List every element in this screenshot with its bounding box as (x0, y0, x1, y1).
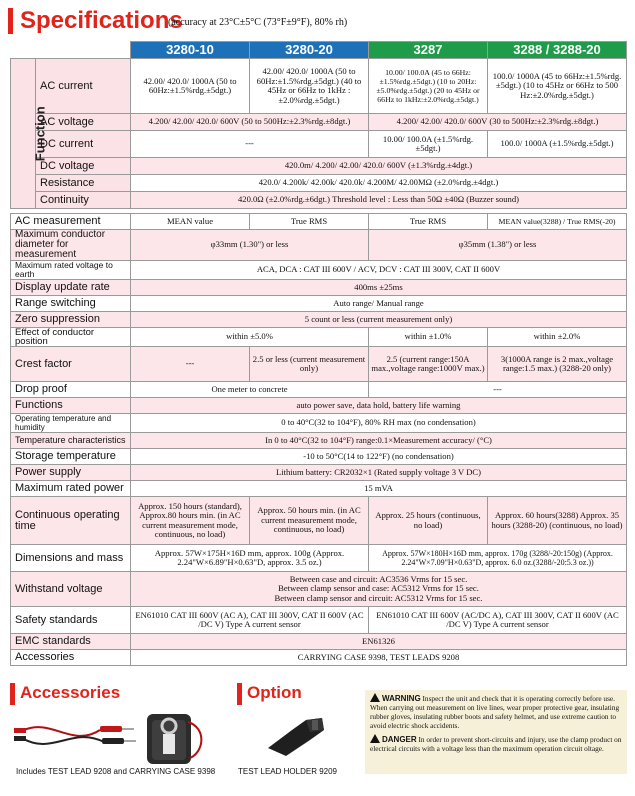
resistance-all: 420.0/ 4.200k/ 42.00k/ 420.0k/ 4.200M/ 42.00MΩ (±2.0%rdg.±4dgt.) (131, 175, 627, 192)
model-header-row (11, 42, 627, 59)
label-power-supply: Power supply (11, 465, 131, 481)
range-switching-all: Auto range/ Manual range (131, 296, 627, 312)
label-ac-current: AC current (36, 59, 131, 114)
row-max-rated-power (11, 481, 627, 497)
row-max-conductor (11, 230, 627, 261)
label-continuity: Continuity (36, 192, 131, 209)
label-ac-voltage: AC voltage (36, 114, 131, 131)
label-ac-measurement: AC measurement (11, 214, 131, 230)
row-dc-current (11, 131, 627, 158)
ac-current-3280-20: 42.00/ 420.0/ 1000A (50 to 60Hz:±1.5%rdg.±5dgt.) (40 to 45Hz or 66Hz to 1kHz :±2.0%rdg.±5dgt.) (250, 59, 369, 114)
row-resistance (11, 175, 627, 192)
crest-factor-3280-20: 2.5 or less (current measurement only) (250, 347, 369, 382)
model-header-3280-20: 3280-20 (250, 42, 369, 59)
function-group-label: Function (11, 59, 36, 209)
ac-voltage-3280: 4.200/ 42.00/ 420.0/ 600V (50 to 500Hz:±2.3%rdg.±8dgt.) (131, 114, 369, 131)
label-withstand: Withstand voltage (11, 572, 131, 607)
withstand-line-2: Between clamp sensor and case: AC5312 Vrms for 15 sec. (278, 583, 479, 594)
option-caption: TEST LEAD HOLDER 9209 (238, 767, 338, 776)
continuous-time-3288: Approx. 60 hours(3288) Approx. 35 hours (3288-20) (continuous, no load) (488, 497, 627, 545)
ac-measurement-3287: True RMS (369, 214, 488, 230)
model-header-3280-10: 3280-10 (131, 42, 250, 59)
function-table (10, 41, 627, 209)
withstand-line-1: Between case and circuit: AC3536 Vrms for 15 sec. (289, 573, 468, 584)
ac-measurement-3280-10: MEAN value (131, 214, 250, 230)
zero-suppression-all: 5 count or less (current measurement only) (131, 312, 627, 328)
accessories-all: CARRYING CASE 9398, TEST LEADS 9208 (131, 650, 627, 666)
row-temp-characteristics (11, 433, 627, 449)
continuous-time-3287: Approx. 25 hours (continuous, no load) (369, 497, 488, 545)
crest-factor-3287: 2.5 (current range:150A max.,voltage range:1000V max.) (369, 347, 488, 382)
ac-measurement-3288: MEAN value(3288) / True RMS(-20) (488, 214, 627, 230)
label-operating-temp: Operating temperature and humidity (11, 414, 131, 433)
row-continuous-time (11, 497, 627, 545)
accessories-caption: Includes TEST LEAD 9208 and CARRYING CASE 9398 (16, 767, 216, 776)
continuity-all: 420.0Ω (±2.0%rdg.±6dgt.) Threshold level : Less than 50Ω ±40Ω (Buzzer sound) (131, 192, 627, 209)
danger-heading: DANGER (382, 735, 417, 744)
crest-factor-3280-10: --- (131, 347, 250, 382)
test-lead-icon (14, 726, 136, 744)
row-dimensions (11, 545, 627, 572)
max-conductor-3287-3288: φ35mm (1.38") or less (369, 230, 627, 261)
page-title: Specifications (20, 7, 183, 34)
row-range-switching (11, 296, 627, 312)
display-update-all: 400ms ±25ms (131, 280, 627, 296)
row-zero-suppression (11, 312, 627, 328)
dc-current-3287: 10.00/ 100.0A (±1.5%rdg.±5dgt.) (369, 131, 488, 158)
danger-text: In order to prevent short-circuits and injury, use the clamp product on electrical circuits with a voltage less than the maximum operation circuit oltage. (370, 735, 622, 753)
functions-all: auto power save, data hold, battery life warning (131, 398, 627, 414)
withstand-all (131, 572, 627, 607)
conductor-position-3280: within ±5.0% (131, 328, 369, 347)
crest-factor-3288: 3(1000A range is 2 max.,voltage range:1.5 max.) (3288-20 only) (488, 347, 627, 382)
option-section-header (237, 683, 337, 705)
row-conductor-position (11, 328, 627, 347)
row-crest-factor (11, 347, 627, 382)
conductor-position-3287: within ±1.0% (369, 328, 488, 347)
row-functions (11, 398, 627, 414)
label-functions: Functions (11, 398, 131, 414)
drop-proof-3280: One meter to concrete (131, 382, 369, 398)
safety-3287-3288: EN61010 CAT III 600V (AC/DC A), CAT III 300V, CAT II 600V (AC /DC V) Type A current sensor (369, 607, 627, 634)
ac-voltage-3287-3288: 4.200/ 42.00/ 420.0/ 600V (30 to 500Hz:±2.3%rdg.±8dgt.) (369, 114, 627, 131)
label-temp-characteristics: Temperature characteristics (11, 433, 131, 449)
accuracy-conditions: (accuracy at 23°C±5°C (73°F±9°F), 80% rh) (168, 17, 348, 28)
row-ac-voltage (11, 114, 627, 131)
warning-text: Inspect the unit and check that it is operating correctly before use. When carrying out measurement on live lines, wear proper protective gear, insulating rubber gloves, insulating rubber boots and safety helmet, and use extreme caution to avoid electric shock accidents. (370, 694, 620, 730)
carrying-case-icon (147, 714, 201, 764)
warning-heading: WARNING (382, 694, 421, 703)
model-header-3287: 3287 (369, 42, 488, 59)
spec-table (10, 213, 627, 666)
label-max-rated-power: Maximum rated power (11, 481, 131, 497)
danger-triangle-icon (370, 734, 380, 743)
ac-measurement-3280-20: True RMS (250, 214, 369, 230)
ac-current-3288: 100.0/ 1000A (45 to 66Hz:±1.5%rdg.±5dgt.) (10 to 45Hz or 66Hz to 500 Hz:±2.0%rdg.±5dgt.) (488, 59, 627, 114)
row-ac-current (11, 59, 627, 114)
row-display-update (11, 280, 627, 296)
warning-box (365, 690, 627, 774)
accessories-title: Accessories (20, 683, 121, 702)
row-ac-measurement (11, 214, 627, 230)
label-max-conductor: Maximum conductor diameter for measurement (11, 230, 131, 261)
dc-voltage-all: 420.0m/ 4.200/ 42.00/ 420.0/ 600V (±1.3%rdg.±4dgt.) (131, 158, 627, 175)
spec-header (8, 6, 628, 36)
accessories-section-header (10, 683, 150, 705)
dimensions-3280: Approx. 57W×175H×16D mm, approx. 100g (Approx. 2.24"W×6.89"H×0.63"D, approx. 3.5 oz.) (131, 545, 369, 572)
drop-proof-3287-3288: --- (369, 382, 627, 398)
test-lead-holder-image (262, 710, 332, 762)
continuous-time-3280-10: Approx. 150 hours (standard), Approx.80 hours min. (in AC current measurement mode, continuous, no load) (131, 497, 250, 545)
label-dc-voltage: DC voltage (36, 158, 131, 175)
label-max-rated-voltage: Maximum rated voltage to earth (11, 261, 131, 280)
row-max-rated-voltage (11, 261, 627, 280)
label-conductor-position: Effect of conductor position (11, 328, 131, 347)
withstand-line-3: Between clamp sensor and circuit: AC5312 Vrms for 15 sec. (274, 592, 483, 603)
warning-triangle-icon (370, 693, 380, 702)
title-bar-mark (8, 8, 13, 34)
warning-paragraph (370, 693, 622, 730)
max-rated-power-all: 15 mVA (131, 481, 627, 497)
operating-temp-all: 0 to 40°C(32 to 104°F), 80% RH max (no condensation) (131, 414, 627, 433)
label-dc-current: DC current (36, 131, 131, 158)
row-operating-temp (11, 414, 627, 433)
test-leads-and-case-image (12, 708, 212, 766)
danger-paragraph (370, 734, 622, 753)
label-range-switching: Range switching (11, 296, 131, 312)
row-withstand (11, 572, 627, 607)
label-continuous-time: Continuous operating time (11, 497, 131, 545)
temp-characteristics-all: In 0 to 40°C(32 to 104°F) range:0.1×Measurement accuracy/ (°C) (131, 433, 627, 449)
emc-all: EN61326 (131, 634, 627, 650)
row-power-supply (11, 465, 627, 481)
option-title: Option (247, 683, 302, 702)
label-display-update: Display update rate (11, 280, 131, 296)
dc-current-3288: 100.0/ 1000A (±1.5%rdg.±5dgt.) (488, 131, 627, 158)
row-continuity (11, 192, 627, 209)
row-storage-temp (11, 449, 627, 465)
test-lead-holder-icon (268, 718, 324, 756)
max-conductor-3280: φ33mm (1.30") or less (131, 230, 369, 261)
label-crest-factor: Crest factor (11, 347, 131, 382)
ac-current-3280-10: 42.00/ 420.0/ 1000A (50 to 60Hz:±1.5%rdg.±5dgt.) (131, 59, 250, 114)
header-spacer (11, 42, 131, 59)
conductor-position-3288: within ±2.0% (488, 328, 627, 347)
accessories-title-mark (10, 683, 15, 705)
label-drop-proof: Drop proof (11, 382, 131, 398)
label-resistance: Resistance (36, 175, 131, 192)
ac-current-3287: 10.00/ 100.0A (45 to 66Hz:±1.5%rdg.±5dgt.) (10 to 20Hz:±5.0%rdg.±5dgt.) (20 to 45Hz or 66Hz to 1kHz:±2.0%rdg.±5dgt.) (369, 59, 488, 114)
model-header-3288: 3288 / 3288-20 (488, 42, 627, 59)
dc-current-3280: --- (131, 131, 369, 158)
dimensions-3287-3288: Approx. 57W×180H×16D mm, approx. 170g (3288/-20:150g) (Approx. 2.24"W×7.09"H×0.63"D, approx. 6.0 oz.(3288/-20:5.3 oz.)) (369, 545, 627, 572)
max-rated-voltage-all: ACA, DCA : CAT III 600V / ACV, DCV : CAT III 300V, CAT II 600V (131, 261, 627, 280)
safety-3280: EN61010 CAT III 600V (AC A), CAT III 300V, CAT II 600V (AC /DC V) Type A current sensor (131, 607, 369, 634)
label-storage-temp: Storage temperature (11, 449, 131, 465)
row-safety (11, 607, 627, 634)
label-zero-suppression: Zero suppression (11, 312, 131, 328)
label-safety: Safety standards (11, 607, 131, 634)
label-accessories: Accessories (11, 650, 131, 666)
option-title-mark (237, 683, 242, 705)
label-emc: EMC standards (11, 634, 131, 650)
power-supply-all: Lithium battery: CR2032×1 (Rated supply voltage 3 V DC) (131, 465, 627, 481)
row-emc (11, 634, 627, 650)
continuous-time-3280-20: Approx. 50 hours min. (in AC current measurement mode, continuous, no load) (250, 497, 369, 545)
row-accessories (11, 650, 627, 666)
row-drop-proof (11, 382, 627, 398)
storage-temp-all: -10 to 50°C(14 to 122°F) (no condensation) (131, 449, 627, 465)
row-dc-voltage (11, 158, 627, 175)
label-dimensions: Dimensions and mass (11, 545, 131, 572)
